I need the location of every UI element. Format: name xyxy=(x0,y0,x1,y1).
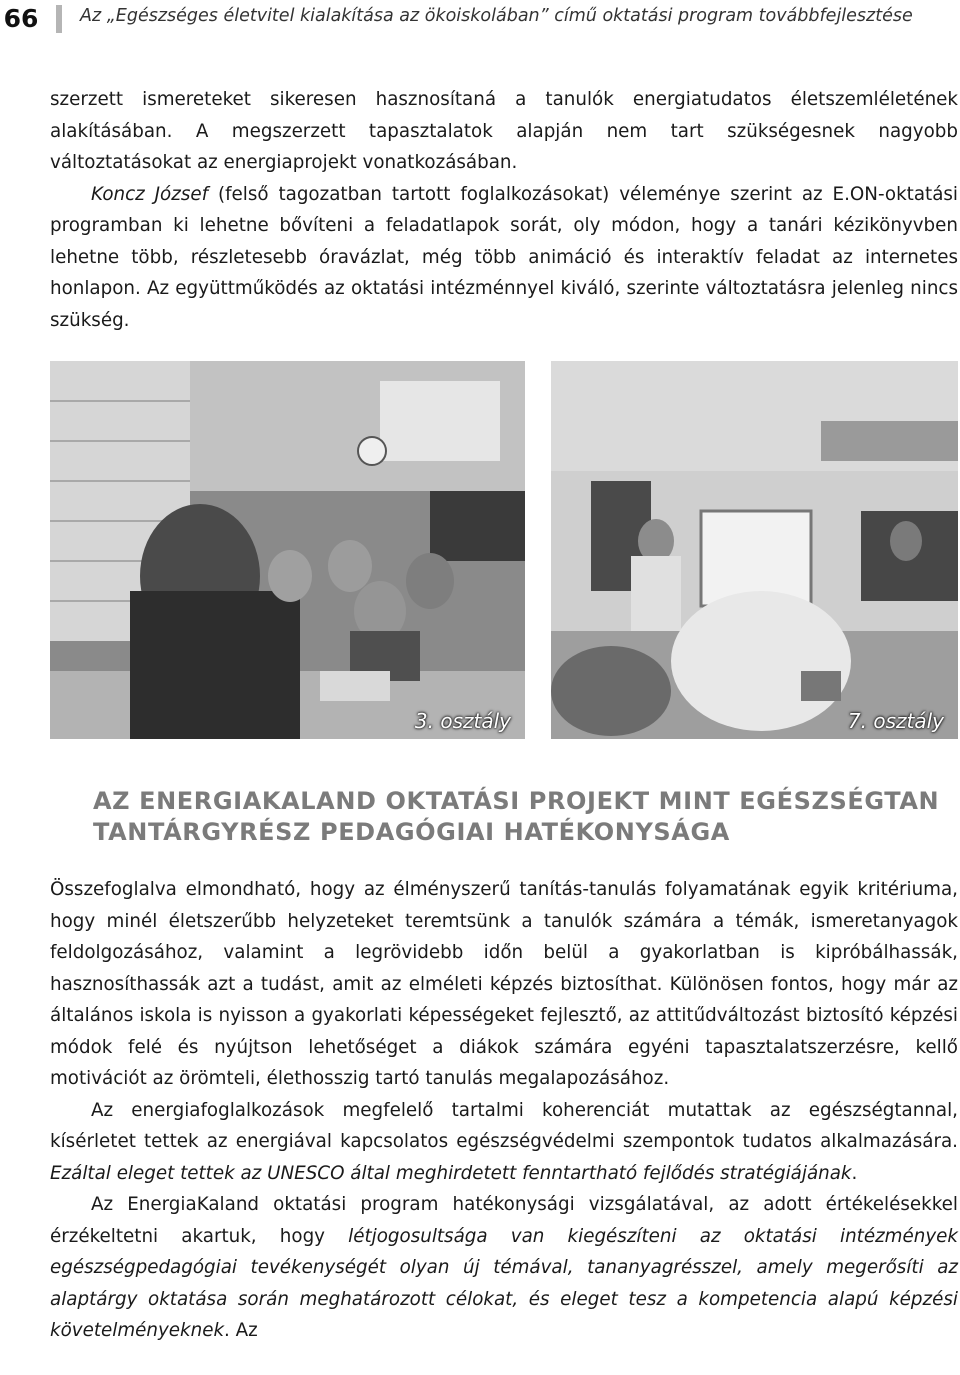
photo-class-3 xyxy=(50,361,525,739)
section-paragraph-2 xyxy=(50,1095,958,1190)
photo-caption: 7. osztály xyxy=(847,709,944,733)
intro-paragraph-1: szerzett ismereteket sikeresen hasznosítaná a tanulók energiatudatos életszemléletének alakításában. A megszerzett tapasztalatok alapján nem tart szükségesnek nagyobb változtatásokat az energiaprojekt vonatkozásában. xyxy=(50,89,958,173)
section-paragraph-3-emphasis: létjogosultsága van kiegészíteni az oktatási intézmények egészségpedagógiai tevékenységét olyan új témával, tananyagrésszel, amely megerősíti az alaptárgy oktatása során meghatározott célokat, és eleget tesz a kompetencia alapú képzési követelményeknek xyxy=(50,1225,958,1341)
section-paragraph-2-end: . xyxy=(851,1162,858,1184)
section-paragraph-3-text: Az EnergiaKaland oktatási program hatékonysági vizsgálatával, az adott értékelésekkel érzékeltetni akartuk, hogy xyxy=(50,1194,958,1247)
section-paragraph-1: Összefoglalva elmondható, hogy az élményszerű tanítás-tanulás folyamatának egyik kritériuma, hogy minél életszerűbb helyzeteket teremtsünk a tanulók számára a témák, ismeretanyagok feldolgozásához, valamint a legrövidebb időn belül a gyakorlatban is kipróbálhassák, hasznosíthassák azt a tudást, amit az elméleti képzés biztosíthat. Különösen fontos, hogy már az általános iskola is nyisson a gyakorlati képességeket fejlesztő, az attitűdváltozást biztosító képzési módok felé és nyújtson lehetőséget a diákok számára egyéni tapasztalatszerzésre, kellő motivációt az örömteli, élethosszig tartó tanulás megalapozásához. xyxy=(50,879,958,1089)
running-title: Az „Egészséges életvitel kialakítása az ökoiskolában” című oktatási program továbbfejlesztése xyxy=(80,6,913,26)
classroom-photo-right xyxy=(551,361,958,739)
photo-class-7 xyxy=(551,361,958,739)
intro-paragraph-2-text: (felső tagozatban tartott foglalkozásokat) véleménye szerint az E.ON-oktatási programban ki lehetne bővíteni a feladatlapok sorát, oly módon, hogy a tanári kézikönyvben lehetne több, részletesebb óravázlat, még több animáció és interaktív feladat az internetes honlapon. Az együttműködés az oktatási intézménnyel kiváló, szerinte változtatásra jelenleg nincs szükség. xyxy=(50,183,959,331)
section-paragraph-2-emphasis: Ezáltal eleget tettek az UNESCO által meghirdetett fenntartható fejlődés stratégiájának xyxy=(50,1162,852,1184)
section-paragraph-3 xyxy=(50,1189,958,1347)
section-heading: AZ ENERGIAKALAND OKTATÁSI PROJEKT MINT EGÉSZSÉGTAN TANTÁRGYRÉSZ PEDAGÓGIAI HATÉKONYSÁGA xyxy=(93,787,940,846)
section-paragraph-2-text: Az energiafoglalkozások megfelelő tartalmi koherenciát mutattak az egészségtannal, kísérletet tettek az energiával kapcsolatos egészségvédelmi szempontok tudatos alkalmazására. xyxy=(50,1099,958,1152)
intro-paragraph-2 xyxy=(50,179,958,337)
header-divider xyxy=(56,5,62,33)
page-header xyxy=(0,0,960,44)
person-name: Koncz József xyxy=(91,183,209,205)
section-paragraph-3-end: . Az xyxy=(224,1320,258,1341)
photo-caption: 3. osztály xyxy=(414,709,511,733)
intro-text xyxy=(50,84,958,336)
section-text xyxy=(50,874,958,1347)
classroom-photo-left xyxy=(50,361,525,739)
page-number: 66 xyxy=(3,4,39,33)
